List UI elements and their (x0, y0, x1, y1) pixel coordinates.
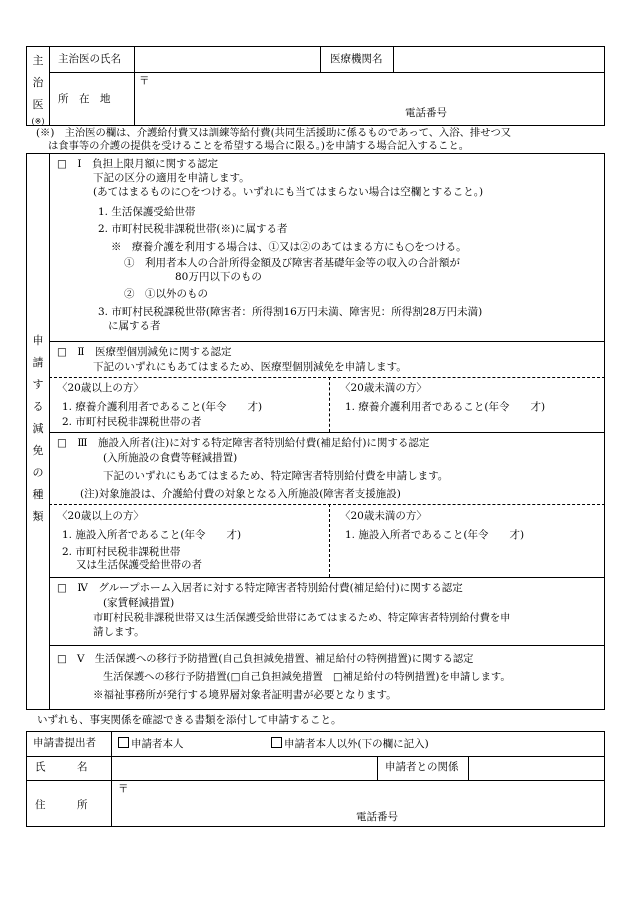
institution-label: 医療機関名 (330, 53, 383, 65)
section-3-title[interactable]: □ Ⅲ 施設入所者(注)に対する特定障害者特別給付費(補足給付)に関する認定 (57, 437, 430, 449)
doctor-note-line2: は食事等の介護の提供を受けることを希望する場合に限る。)を申請する場合記入すること。 (48, 140, 470, 152)
relation-label: 申請者との関係 (385, 761, 459, 773)
applicant-phone-label: 電話番号 (356, 811, 398, 823)
section-4-title[interactable]: □ Ⅳ グループホーム入居者に対する特定障害者特別給付費(補足給付)に関する認定 (57, 582, 463, 594)
doctor-note-line1: (※) 主治医の欄は、介護給付費又は訓練等給付費(共同生活援助に係るものであって、入浴、排せつ又 (36, 127, 512, 139)
doctor-name-field[interactable] (136, 48, 318, 70)
applicant-address-label: 住 所 (35, 799, 88, 811)
relation-field[interactable] (470, 758, 603, 778)
submitter-label: 申請書提出者 (33, 737, 96, 749)
checkbox-other[interactable] (271, 737, 282, 748)
doctor-address-label: 所 在 地 (58, 93, 111, 105)
reduction-types-label: 申 請 す る 減 免 の 種 類 (32, 334, 44, 523)
section-1-title[interactable]: □ Ⅰ 負担上限月額に関する認定 (57, 158, 219, 170)
section-2-title[interactable]: □ Ⅱ 医療型個別減免に関する認定 (57, 346, 232, 358)
checkbox-self[interactable] (118, 737, 129, 748)
applicant-name-field[interactable] (113, 758, 375, 778)
doctor-side-label: 主 治 医 (※) (31, 54, 45, 126)
section-5-title[interactable]: □ Ⅴ 生活保護への移行予防措置(自己負担減免措置、補足給付の特例措置)に関する認定 (57, 653, 474, 665)
doctor-phone-label: 電話番号 (405, 107, 447, 119)
applicant-name-label: 氏 名 (35, 761, 88, 773)
applicant-postal-mark: 〒 (118, 783, 129, 795)
doctor-name-label: 主治医の氏名 (58, 53, 121, 65)
submitter-self-option[interactable]: 申請者本人 (118, 737, 184, 751)
doctor-address-field[interactable] (136, 74, 602, 124)
attach-note: いずれも、事実関係を確認できる書類を添付して申請すること。 (37, 714, 342, 726)
postal-mark: 〒 (139, 75, 150, 87)
institution-field[interactable] (395, 48, 603, 70)
submitter-other-option[interactable]: 申請者本人以外(下の欄に記入) (271, 737, 429, 751)
